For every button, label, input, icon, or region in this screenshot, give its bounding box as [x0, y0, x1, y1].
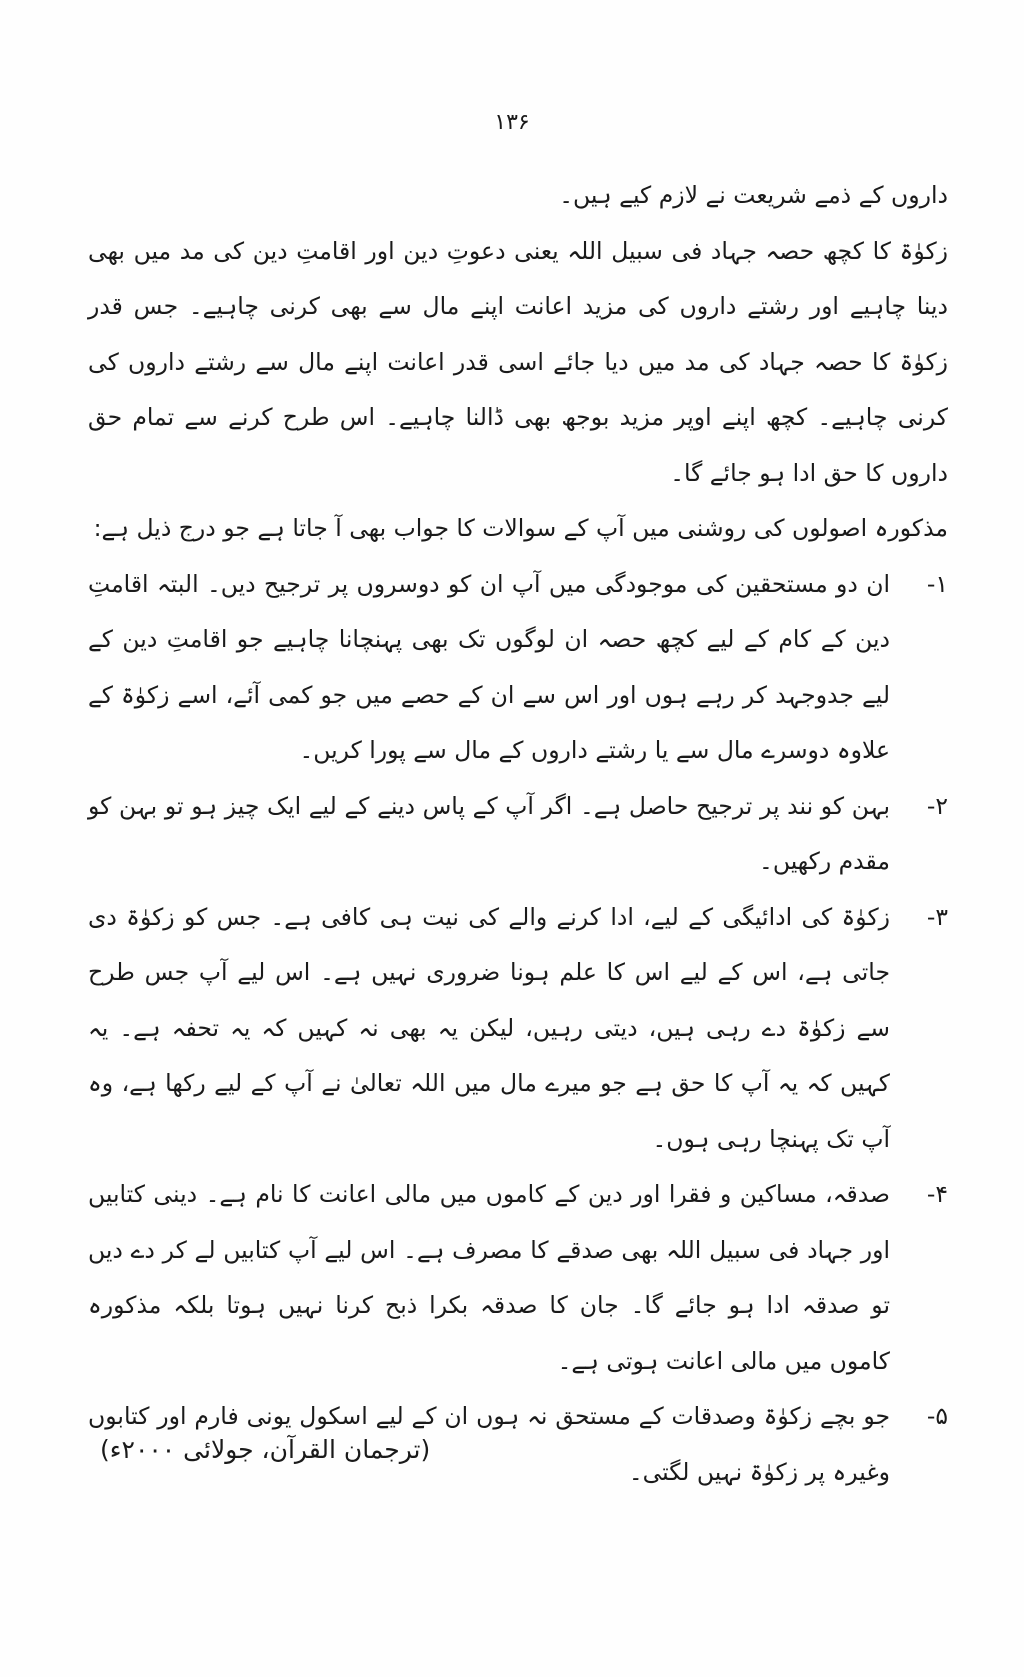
page-number: ۱۳۶: [494, 110, 530, 135]
list-item-text: زکوٰۃ کی ادائیگی کے لیے، ادا کرنے والے کی نیت ہی کافی ہے۔ جس کو زکوٰۃ دی جاتی ہے، اس کے لیے اس کا علم ہونا ضروری نہیں ہے۔ اس لیے آپ جس طرح سے زکوٰۃ دے رہی ہیں، دیتی رہیں، لیکن یہ بھی نہ کہیں کہ یہ تحفہ ہے۔ یہ کہیں کہ یہ آپ کا حق ہے جو میرے مال میں اللہ تعالیٰ نے آپ کے لیے رکھا ہے، وہ آپ تک پہنچا رہی ہوں۔: [88, 902, 890, 1153]
list-item-text: جو بچے زکوٰۃ وصدقات کے مستحق نہ ہوں ان کے لیے اسکول یونی فارم اور کتابوں وغیرہ پر زکوٰۃ نہیں لگتی۔: [88, 1402, 890, 1486]
list-item-number: ۱-: [926, 569, 948, 598]
answers-list: [88, 557, 948, 1501]
list-item-text: صدقہ، مساکین و فقرا اور دین کے کاموں میں مالی اعانت کا نام ہے۔ دینی کتابیں اور جہاد فی سبیل اللہ بھی صدقے کا مصرف ہے۔ اس لیے آپ کتابیں لے کر دے دیں تو صدقہ ادا ہو جائے گا۔ جان کا صدقہ بکرا ذبح کرنا نہیں ہوتا بلکہ مذکورہ کاموں میں مالی اعانت ہوتی ہے۔: [88, 1180, 890, 1375]
list-item-text: ان دو مستحقین کی موجودگی میں آپ ان کو دوسروں پر ترجیح دیں۔ البتہ اقامتِ دین کے کام کے لیے کچھ حصہ ان لوگوں تک بھی پہنچانا چاہیے جو اقامتِ دین کے لیے جدوجہد کر رہے ہوں اور اس سے ان کے حصے میں جو کمی آئے، اسے زکوٰۃ کے علاوہ دوسرے مال سے یا رشتے داروں کے مال سے پورا کریں۔: [88, 569, 890, 764]
list-item-number: ۲-: [926, 791, 948, 820]
list-item-number: ۴-: [926, 1180, 948, 1208]
list-item: [88, 557, 948, 779]
list-item-text: بہن کو نند پر ترجیح حاصل ہے۔ اگر آپ کے پاس دینے کے لیے ایک چیز ہو تو بہن کو مقدم رکھیں۔: [88, 791, 890, 875]
paragraph-continuation: داروں کے ذمے شریعت نے لازم کیے ہیں۔: [559, 181, 948, 209]
list-item: [88, 1167, 948, 1389]
list-item: [88, 779, 948, 890]
paragraph-zakat-share: زکوٰۃ کا کچھ حصہ جہاد فی سبیل اللہ یعنی دعوتِ دین اور اقامتِ دین کی مد میں بھی دینا چاہیے اور رشتے داروں کی مزید اعانت اپنے مال سے بھی کرنی چاہیے۔ جس قدر زکوٰۃ کا حصہ جہاد کی مد میں دیا جائے اسی قدر اعانت اپنے مال سے رشتے داروں کی کرنی چاہیے۔ کچھ اپنے اوپر مزید بوجھ بھی ڈالنا چاہیے۔ اس طرح کرنے سے تمام حق داروں کا حق ادا ہو جائے گا۔: [88, 236, 948, 487]
body-text: [88, 168, 948, 1500]
source-citation: (ترجمان القرآن، جولائی ۲۰۰۰ء): [100, 1435, 431, 1464]
list-item-number: ۳-: [926, 902, 948, 931]
paragraph-answers-intro: مذکورہ اصولوں کی روشنی میں آپ کے سوالات کا جواب بھی آ جاتا ہے جو درج ذیل ہے:: [93, 514, 948, 542]
list-item: [88, 890, 948, 1168]
list-item-number: ۵-: [926, 1402, 948, 1430]
